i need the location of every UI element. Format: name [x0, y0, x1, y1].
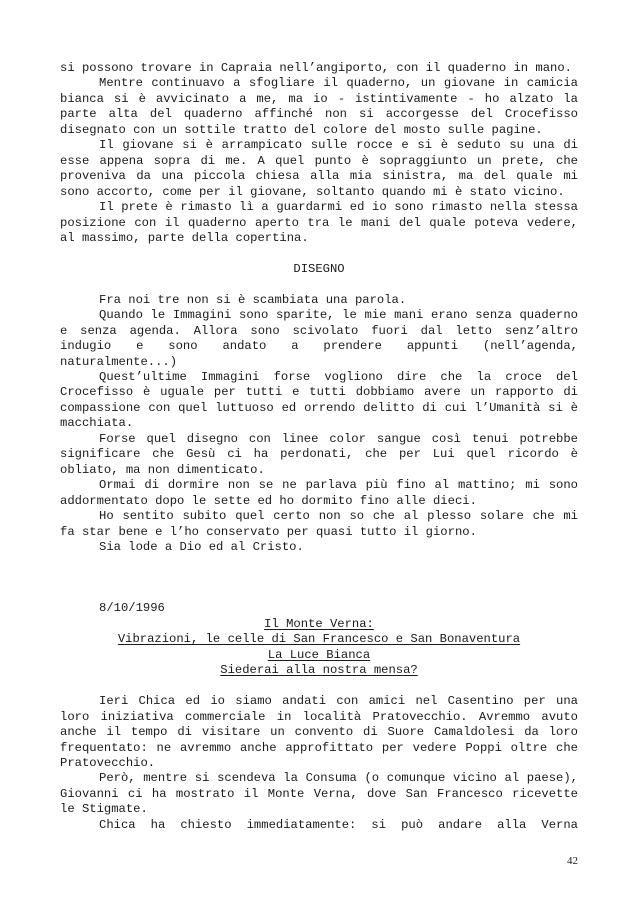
paragraph: Ieri Chica ed io siamo andati con amici nel Casentino per una loro iniziativa commerciale in località Pratovecchio. Avremmo avuto anche il tempo di visitare un convento di Suore Camaldolesi da loro frequentato: ne avremmo anche approfittato per vedere Poppi oltre che Pratovecchio.: [60, 694, 578, 770]
page-number: 42: [567, 855, 578, 867]
entry-titles: [60, 617, 578, 679]
paragraph: Mentre continuavo a sfogliare il quaderno, un giovane in camicia bianca si è avvicinato a me, ma io - istintivamente - ho alzato la parte alta del quaderno affinché non si accorgesse del Crocefisso disegnato con un sottile tratto del colore del mosto sulle pagine.: [60, 76, 578, 137]
section-label: DISEGNO: [293, 261, 345, 276]
entry-subtitle: Vibrazioni, le celle di San Francesco e San Bonaventura: [117, 632, 521, 647]
paragraph: Però, mentre si scendeva la Consuma (o comunque vicino al paese), Giovanni ci ha mostrato il Monte Verna, dove San Francesco ricevette le Stigmate.: [60, 771, 578, 817]
paragraph-continuation: si possono trovare in Capraia nell’angiporto, con il quaderno in mano.: [60, 61, 572, 75]
paragraph: Ormai di dormire non se ne parlava più fino al mattino; mi sono addormentato dopo le sette ed ho dormito fino alle dieci.: [60, 478, 578, 508]
entry-title: Il Monte Verna:: [264, 616, 374, 631]
entry-subtitle: Siederai alla nostra mensa?: [220, 663, 418, 678]
spacer: [60, 555, 578, 601]
paragraph: Forse quel disegno con linee color sangue così tenui potrebbe significare che Gesù ci ha perdonati, che per Lui quel ricordo è obliato, ma non dimenticato.: [60, 431, 578, 477]
paragraph: Sia lode a Dio ed al Cristo.: [99, 540, 304, 555]
paragraph: Quest’ultime Immagini forse vogliono dire che la croce del Crocefisso è uguale per tutti e tutti dobbiamo avere un rapporto di compassione con quel luttuoso ed orrendo delitto di cui l’Umanità si è macchiata.: [60, 370, 578, 431]
spacer: [60, 679, 578, 694]
paragraph-cut: Chica ha chiesto immediatamente: si può andare alla Verna: [99, 817, 578, 832]
entry-date: 8/10/1996: [99, 601, 165, 616]
paragraph: Quando le Immagini sono sparite, le mie mani erano senza quaderno e senza agenda. Allora sono scivolato fuori dal letto senz’altro indugio e sono andato a prendere appunti (nell’agenda, naturalmente...): [60, 308, 578, 369]
spacer: [60, 277, 578, 292]
paragraph: Il giovane si è arrampicato sulle rocce e si è seduto su una di esse appena sopra di me. A quel punto è sopraggiunto un prete, che proveniva da una piccola chiesa alla mia sinistra, ma del quale mi sono accorto, come per il giovane, soltanto quando mi è stato vicino.: [60, 138, 578, 199]
body-text: [60, 61, 578, 833]
paragraph: Fra noi tre non si è scambiata una parola.: [99, 292, 407, 307]
paragraph: Il prete è rimasto lì a guardarmi ed io sono rimasto nella stessa posizione con il quaderno aperto tra le mani del quale poteva vedere, al massimo, parte della copertina.: [60, 200, 578, 245]
entry-subtitle: La Luce Bianca: [267, 647, 371, 662]
spacer: [60, 246, 578, 261]
paragraph: Ho sentito subito quel certo non so che al plesso solare che mi fa star bene e l’ho conservato per quasi tutto il giorno.: [60, 509, 578, 539]
